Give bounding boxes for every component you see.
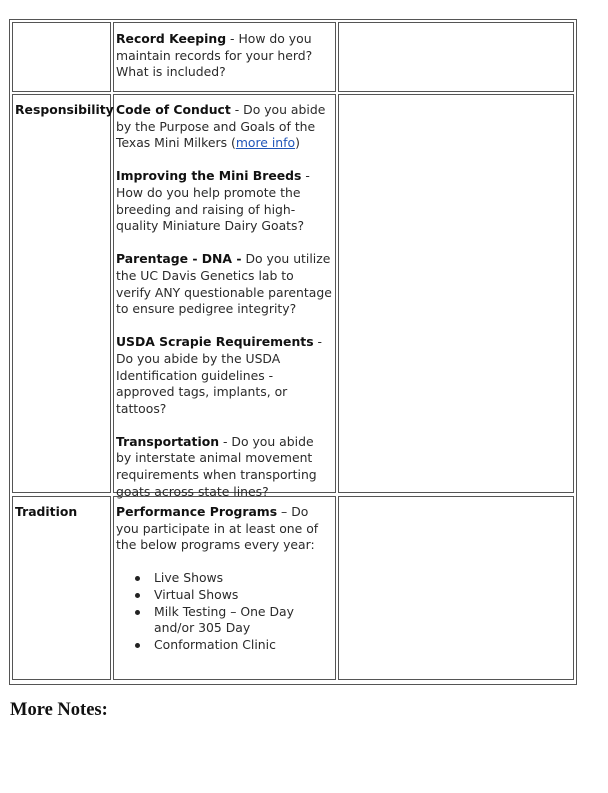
- criterion-title: Performance Programs: [116, 504, 278, 519]
- row-3-notes-cell: [338, 496, 574, 680]
- criterion-title: Code of Conduct: [116, 102, 231, 117]
- more-notes-heading: More Notes:: [10, 700, 108, 720]
- criterion-improving-mini-breeds: Improving the Mini Breeds - How do you help promote the breeding and raising of high-quality Miniature Dairy Goats?: [116, 168, 310, 234]
- row-2-notes-cell: [338, 94, 574, 493]
- row-1-label-cell: [12, 22, 111, 92]
- criterion-parentage-dna: [116, 251, 332, 317]
- criterion-title: Transportation: [116, 433, 220, 449]
- row-label-tradition: Tradition: [15, 504, 78, 519]
- bullet-icon: [135, 576, 140, 581]
- row-2-criteria: [116, 102, 332, 500]
- criterion-title: Parentage - DNA -: [116, 251, 242, 267]
- criterion-record-keeping: Record Keeping - How do you maintain records for your herd? What is included?: [116, 31, 313, 80]
- criterion-usda-scrapie: USDA Scrapie Requirements - Do you abide by the USDA Identification guidelines - approved tags, implants, or tattoos?: [116, 334, 323, 416]
- criterion-text: Do you abide by interstate animal movement requirements when transporting goats across state lines?: [116, 433, 317, 499]
- bullet-icon: [135, 610, 140, 615]
- criterion-transportation: Transportation - Do you abide by interstate animal movement requirements when transporting goats across state lines?: [116, 433, 317, 499]
- list-item: Virtual Shows: [116, 587, 332, 604]
- criterion-title: Record Keeping: [116, 31, 227, 46]
- criterion-title: Improving the Mini Breeds: [116, 168, 302, 184]
- criterion-title: USDA Scrapie Requirements: [116, 334, 314, 350]
- more-info-link[interactable]: more info: [235, 135, 296, 151]
- criterion-text: Do you abide by the Purpose and Goals of the Texas Mini Milkers (: [116, 102, 326, 151]
- criterion-text: How do you help promote the breeding and raising of high-quality Miniature Dairy Goats?: [116, 184, 305, 234]
- row-3-label-cell: [12, 496, 111, 680]
- list-item: Live Shows: [116, 570, 332, 587]
- row-1-notes-cell: [338, 22, 574, 92]
- row-3-criteria: [116, 504, 332, 653]
- criterion-text: Do you abide by the USDA Identification guidelines - approved tags, implants, or tattoos?: [116, 350, 288, 416]
- criterion-code-of-conduct: Code of Conduct - Do you abide by the Purpose and Goals of the Texas Mini Milkers (more info): [116, 102, 326, 151]
- list-item: Conformation Clinic: [116, 637, 332, 654]
- row-2-label-cell: [12, 94, 111, 493]
- criterion-text: Do you utilize the UC Davis Genetics lab to verify ANY questionable parentage to ensure pedigree integrity?: [116, 251, 332, 317]
- row-1-criteria: [116, 31, 332, 81]
- criterion-text: Do you participate in at least one of the below programs every year:: [116, 504, 319, 553]
- bullet-icon: [135, 593, 140, 598]
- bullet-icon: [135, 643, 140, 648]
- list-item: Milk Testing – One Day and/or 305 Day: [116, 604, 332, 637]
- criterion-text: How do you maintain records for your herd? What is included?: [116, 31, 313, 80]
- programs-list: [116, 570, 332, 653]
- row-label-responsibility: Responsibility: [15, 102, 114, 117]
- criterion-performance-programs: Performance Programs – Do you participate in at least one of the below programs every year:: [116, 504, 319, 553]
